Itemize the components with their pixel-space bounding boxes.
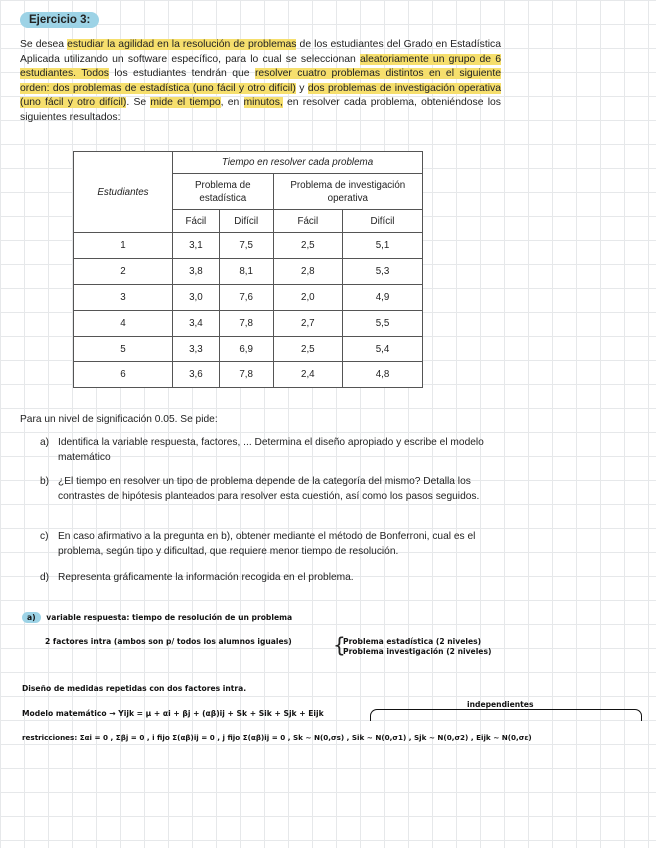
table-cell: 7,8 xyxy=(219,310,273,336)
question-label: c) xyxy=(40,531,49,542)
statement-text: de los estudiantes del Grado en Estadística Aplicada utilizando un software específico, para lo cual se seleccionan xyxy=(20,39,501,65)
table-cell: 1 xyxy=(74,233,173,259)
sub-header: Difícil xyxy=(343,210,423,233)
question-a xyxy=(40,436,485,465)
table-cell: 5,3 xyxy=(343,258,423,284)
question-b xyxy=(40,475,485,504)
table-cell: 5 xyxy=(74,336,173,362)
design-note: Diseño de medidas repetidas con dos factores intra. xyxy=(22,684,247,693)
table-cell: 6 xyxy=(74,362,173,388)
response-variable-note: variable respuesta: tiempo de resolución de un problema xyxy=(46,613,293,622)
table-row xyxy=(74,258,423,284)
group-operations-header: Problema de investigación operativa xyxy=(273,174,422,210)
time-header: Tiempo en resolver cada problema xyxy=(173,152,423,174)
question-text: En caso afirmativo a la pregunta en b), obtener mediante el método de Bonferroni, cual es el problema, según tipo y dificultad, que requiere menor tiempo de resolución. xyxy=(58,531,476,557)
independence-note: independientes xyxy=(467,700,534,709)
table-cell: 5,4 xyxy=(343,336,423,362)
table-cell: 7,8 xyxy=(219,362,273,388)
table-cell: 2,5 xyxy=(273,233,342,259)
problem-statement xyxy=(20,38,501,126)
table-row xyxy=(74,310,423,336)
students-header: Estudiantes xyxy=(74,152,173,233)
statement-text: y xyxy=(295,82,308,94)
sub-header: Fácil xyxy=(173,210,220,233)
highlighted-text: dos problemas de investigación operativa (uno fácil y otro difícil) xyxy=(20,82,501,109)
table-cell: 4,8 xyxy=(343,362,423,388)
table-cell: 4 xyxy=(74,310,173,336)
table-cell: 5,5 xyxy=(343,310,423,336)
model-note: Modelo matemático → Yijk = μ + αi + βj + (αβ)ij + Sk + Sik + Sjk + Eijk xyxy=(22,709,324,718)
table-cell: 2,0 xyxy=(273,284,342,310)
statement-text: en resolver cada problema, obteniéndose los siguientes resultados: xyxy=(20,97,502,123)
highlighted-text: estudiar la agilidad en la resolución de problemas xyxy=(67,39,297,50)
question-c xyxy=(40,530,485,559)
answer-label: a) xyxy=(22,612,41,623)
table-cell: 3,1 xyxy=(173,233,220,259)
question-label: d) xyxy=(40,572,50,583)
handwritten-answer-a xyxy=(22,612,292,623)
sub-header: Fácil xyxy=(273,210,342,233)
table-cell: 3,8 xyxy=(173,258,220,284)
question-label: b) xyxy=(40,476,50,487)
question-text: ¿El tiempo en resolver un tipo de problema depende de la categoría del mismo? Detalla los contrastes de hipótesis planteados para resolver esta cuestión, así como los pasos seguidos. xyxy=(58,476,480,502)
table-cell: 6,9 xyxy=(219,336,273,362)
table-cell: 3,4 xyxy=(173,310,220,336)
highlighted-text: mide el tiempo xyxy=(150,97,221,109)
factor-operations: Problema investigación (2 niveles) xyxy=(343,647,492,656)
significance-text: Para un nivel de significación 0.05. Se pide: xyxy=(20,414,218,425)
factors-note: 2 factores intra (ambos son p/ todos los alumnos iguales) xyxy=(45,637,292,646)
table-cell: 8,1 xyxy=(219,258,273,284)
question-text: Identifica la variable respuesta, factores, ... Determina el diseño apropiado y escribe el modelo matemático xyxy=(58,437,484,463)
table-row xyxy=(74,362,423,388)
table-cell: 2,8 xyxy=(273,258,342,284)
table-cell: 3,3 xyxy=(173,336,220,362)
highlighted-text: aleatoriamente un grupo de 6 estudiantes. Todos xyxy=(20,53,501,80)
statement-text: . Se xyxy=(126,97,151,109)
table-cell: 2 xyxy=(74,258,173,284)
question-text: Representa gráficamente la información recogida en el problema. xyxy=(58,572,354,583)
statement-text: , en xyxy=(220,97,244,109)
sub-header: Difícil xyxy=(219,210,273,233)
table-cell: 4,9 xyxy=(343,284,423,310)
factor-statistics: Problema estadística (2 niveles) xyxy=(343,637,482,646)
table-cell: 3,6 xyxy=(173,362,220,388)
table-cell: 7,6 xyxy=(219,284,273,310)
factor-levels-note xyxy=(343,637,491,657)
restrictions-note: restricciones: Σαi = 0 , Σβj = 0 , i fijo Σ(αβ)ij = 0 , j fijo Σ(αβ)ij = 0 , Sk ~ N(0,σs) , Sik ~ N(0,σ1) , Sjk ~ N(0,σ2) , Eijk ~ N(0,σε) xyxy=(22,733,532,742)
statement-text: los estudiantes tendrán que xyxy=(108,68,255,80)
question-label: a) xyxy=(40,437,50,448)
results-table xyxy=(73,151,423,388)
table-row xyxy=(74,233,423,259)
highlighted-text: resolver cuatro problemas distintos en el siguiente orden: dos problemas de estadística (uno fácil y otro difícil) xyxy=(20,68,501,94)
overbrace-icon xyxy=(370,709,642,721)
table-cell: 3 xyxy=(74,284,173,310)
table-cell: 5,1 xyxy=(343,233,423,259)
table-cell: 7,5 xyxy=(219,233,273,259)
exercise-title: Ejercicio 3: xyxy=(20,12,99,28)
table-row xyxy=(74,336,423,362)
table-row xyxy=(74,284,423,310)
table-cell: 2,4 xyxy=(273,362,342,388)
group-statistics-header: Problema de estadística xyxy=(173,174,274,210)
highlighted-text: minutos, xyxy=(243,97,283,109)
statement-text: Se desea xyxy=(20,39,68,50)
table-cell: 2,5 xyxy=(273,336,342,362)
table-cell: 3,0 xyxy=(173,284,220,310)
question-d xyxy=(40,571,485,586)
brace-icon: { xyxy=(333,633,346,657)
table-cell: 2,7 xyxy=(273,310,342,336)
